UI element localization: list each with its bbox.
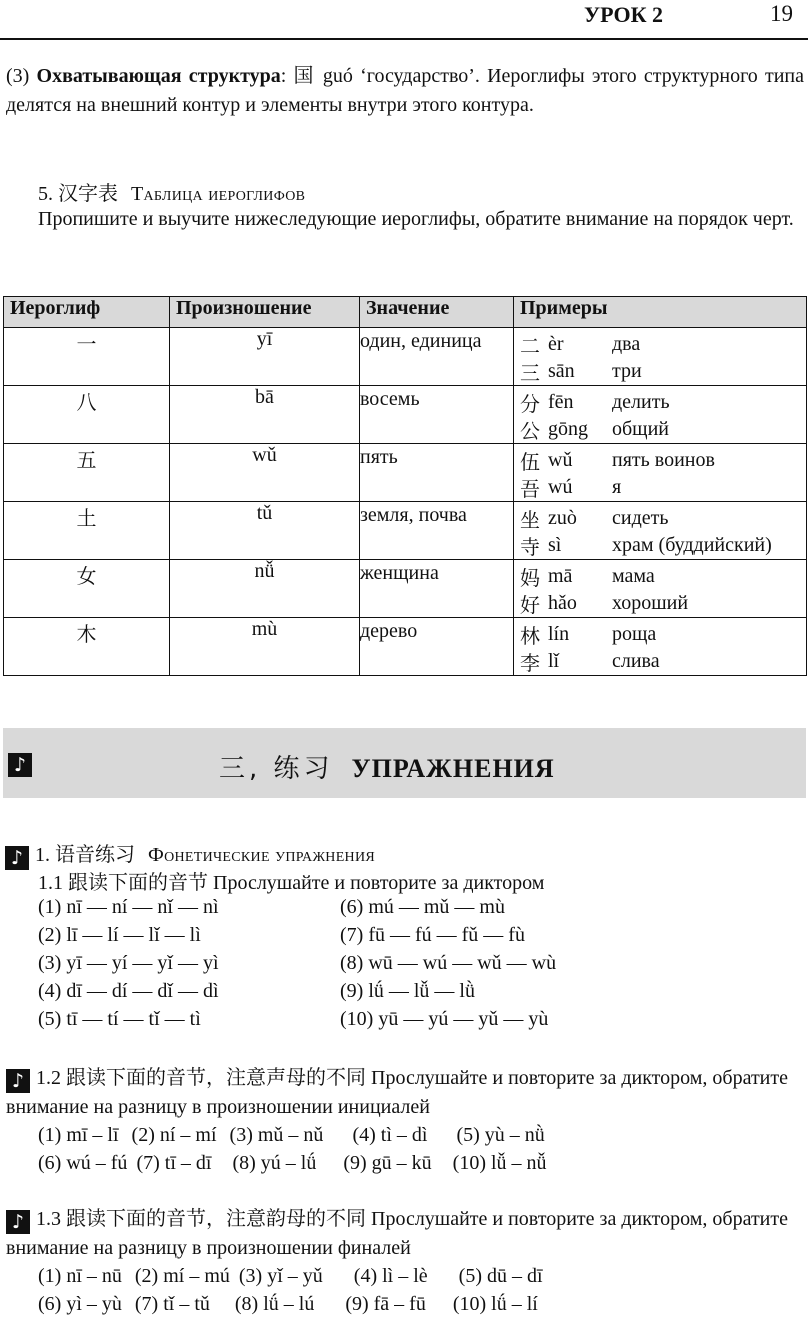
example-char: 三 <box>520 363 540 385</box>
drill-item: (1) mī – lī <box>38 1124 119 1146</box>
example-char: 好 <box>520 595 540 617</box>
table-row <box>4 444 807 502</box>
example-meaning: роща <box>612 623 657 645</box>
table-row <box>4 328 807 386</box>
cell-meaning: один, единица <box>360 328 514 386</box>
drill-item: (6) yì – yù <box>38 1293 122 1315</box>
col-header-examples: Примеры <box>514 297 807 328</box>
example-pinyin: zuò <box>548 507 577 529</box>
cell-pinyin: nǚ <box>170 560 360 618</box>
example-char: 坐 <box>520 510 540 532</box>
cell-meaning: дерево <box>360 618 514 676</box>
drill-item: (5) tī — tí — tǐ — tì <box>38 1008 201 1030</box>
exercise-1-title-cn: 1. 语音练习 <box>35 844 135 866</box>
drill-item: (7) tǐ – tǔ <box>134 1293 210 1315</box>
cell-char: 八 <box>4 386 170 444</box>
example-pinyin: hǎo <box>548 592 577 614</box>
drill-item: (10) lǘ – lí <box>452 1293 538 1315</box>
cell-char: 一 <box>4 328 170 386</box>
drill-item: (2) lī — lí — lǐ — lì <box>38 924 201 946</box>
example-pinyin: lín <box>548 623 570 645</box>
example-meaning: делить <box>612 391 670 413</box>
example-line <box>514 416 806 443</box>
audio-note-icon[interactable]: ♪ <box>5 846 29 870</box>
example-char: 公 <box>520 421 540 443</box>
cell-meaning: пять <box>360 444 514 502</box>
drill-item: (7) tī – dī <box>136 1152 212 1174</box>
drill-item: (1) nī – nū <box>38 1265 122 1287</box>
intro-paragraph <box>6 62 804 120</box>
intro-text: : 国 guó ‘государство’. Иероглифы этого структурного типа делятся на внешний контур и элементы внутри этого контура. <box>6 65 804 116</box>
audio-note-icon[interactable]: ♪ <box>6 1069 30 1093</box>
drill-item: (9) fā – fū <box>345 1293 426 1315</box>
section5-heading <box>38 177 305 206</box>
drill-item: (8) wū — wú — wǔ — wù <box>340 952 557 974</box>
cell-char: 土 <box>4 502 170 560</box>
drill-item: (7) fū — fú — fǔ — fù <box>340 924 525 946</box>
example-pinyin: sān <box>548 360 575 382</box>
exercises-title-cn: 三, 练习 <box>219 754 334 784</box>
section5-title-cn: 5. 汉字表 <box>38 183 118 205</box>
drill-item: (6) mú — mǔ — mù <box>340 896 505 918</box>
section5-instruction: Пропишите и выучите нижеследующие иероглифы, обратите внимание на порядок черт. <box>38 208 794 230</box>
cell-pinyin: yī <box>170 328 360 386</box>
drill-item: (3) yǐ – yǔ <box>238 1265 323 1287</box>
example-line <box>514 590 806 617</box>
example-pinyin: mā <box>548 565 573 587</box>
example-char: 李 <box>520 653 540 675</box>
example-line <box>514 621 806 648</box>
cell-examples <box>514 328 807 386</box>
example-line <box>514 447 806 474</box>
cell-examples <box>514 560 807 618</box>
cell-pinyin: tǔ <box>170 502 360 560</box>
example-pinyin: sì <box>548 534 562 556</box>
cell-examples <box>514 502 807 560</box>
drill-item: (4) lì – lè <box>353 1265 428 1287</box>
example-line <box>514 331 806 358</box>
drill-item: (8) yú – lǘ <box>232 1152 317 1174</box>
cell-examples <box>514 444 807 502</box>
exercise-1-2-title-cn: 1.2 跟读下面的音节，注意声母的不同 <box>36 1067 366 1089</box>
drill-item: (3) yī — yí — yǐ — yì <box>38 952 219 974</box>
example-char: 伍 <box>520 452 540 474</box>
example-meaning: два <box>612 333 641 355</box>
table-row <box>4 502 807 560</box>
example-char: 吾 <box>520 479 540 501</box>
example-line <box>514 505 806 532</box>
drill-item: (10) yū — yú — yǔ — yù <box>340 1008 549 1030</box>
example-line <box>514 474 806 501</box>
example-pinyin: lǐ <box>548 650 560 672</box>
intro-term: Охватывающая структура <box>36 65 281 87</box>
drill-item: (4) dī — dí — dǐ — dì <box>38 980 219 1002</box>
cell-meaning: земля, почва <box>360 502 514 560</box>
col-header-pinyin: Произношение <box>170 297 360 328</box>
drill-right-column <box>340 893 556 1033</box>
table-row <box>4 560 807 618</box>
hieroglyph-table <box>3 296 807 676</box>
example-pinyin: wǔ <box>548 449 573 471</box>
intro-label: (3) <box>6 65 30 87</box>
exercise-1-2-row-1 <box>38 1121 545 1149</box>
exercise-1-3-row-1 <box>38 1262 543 1290</box>
example-meaning: слива <box>612 650 660 672</box>
example-meaning: мама <box>612 565 655 587</box>
exercise-1-1-heading <box>38 866 544 895</box>
cell-char: 木 <box>4 618 170 676</box>
exercises-banner <box>3 728 806 798</box>
drill-item: (5) dū – dī <box>458 1265 543 1287</box>
drill-item: (5) yù – nǜ <box>456 1124 545 1146</box>
audio-note-icon[interactable]: ♪ <box>6 1210 30 1234</box>
example-char: 分 <box>520 394 540 416</box>
exercise-1-3-title-cn: 1.3 跟读下面的音节，注意韵母的不同 <box>36 1208 366 1230</box>
example-meaning: хороший <box>612 592 689 614</box>
drill-item: (8) lǘ – lú <box>234 1293 315 1315</box>
example-meaning: пять воинов <box>612 449 715 471</box>
example-meaning: сидеть <box>612 507 669 529</box>
table-row <box>4 386 807 444</box>
drill-item: (9) lǘ — lǚ — lǜ <box>340 980 475 1002</box>
example-char: 林 <box>520 626 540 648</box>
example-line <box>514 358 806 385</box>
drill-item: (10) lǚ – nǚ <box>452 1152 547 1174</box>
cell-char: 五 <box>4 444 170 502</box>
example-pinyin: èr <box>548 333 564 355</box>
drill-item: (4) tì – dì <box>352 1124 428 1146</box>
lesson-title: УРОК 2 <box>584 2 664 27</box>
drill-item: (1) nī — ní — nǐ — nì <box>38 896 219 918</box>
running-header <box>0 0 808 40</box>
page-number: 19 <box>770 1 793 26</box>
exercise-1-2-row-2 <box>38 1149 547 1177</box>
drill-item: (6) wú – fú <box>38 1152 128 1174</box>
cell-examples <box>514 386 807 444</box>
table-header-row <box>4 297 807 328</box>
example-pinyin: gōng <box>548 418 588 440</box>
table-row <box>4 618 807 676</box>
exercises-title <box>219 748 555 785</box>
example-char: 妈 <box>520 568 540 590</box>
cell-pinyin: mù <box>170 618 360 676</box>
cell-char: 女 <box>4 560 170 618</box>
exercise-1-2-heading <box>6 1064 804 1121</box>
example-pinyin: fēn <box>548 391 574 413</box>
example-pinyin: wú <box>548 476 573 498</box>
exercise-1-3-row-2 <box>38 1290 538 1318</box>
cell-pinyin: bā <box>170 386 360 444</box>
section5-title-ru: Таблица иероглифов <box>131 183 306 205</box>
exercise-1-title-ru: Фонетические упражнения <box>148 844 376 866</box>
exercise-1-1-title-ru: Прослушайте и повторите за диктором <box>213 872 545 894</box>
example-meaning: я <box>612 476 622 498</box>
example-char: 寺 <box>520 537 540 559</box>
cell-pinyin: wǔ <box>170 444 360 502</box>
audio-note-icon[interactable]: ♪ <box>8 753 32 777</box>
exercise-1-3-title-ru: Прослушайте и повторите за диктором, обратите внимание на разницу в произношении финалей <box>6 1208 789 1259</box>
example-meaning: храм (буддийский) <box>612 534 772 556</box>
drill-item: (9) gū – kū <box>343 1152 432 1174</box>
exercise-1-1-title-cn: 1.1 跟读下面的音节 <box>38 872 208 894</box>
col-header-meaning: Значение <box>360 297 514 328</box>
example-meaning: общий <box>612 418 669 440</box>
exercise-1-2-title-ru: Прослушайте и повторите за диктором, обратите внимание на разницу в произношении инициалей <box>6 1067 789 1118</box>
example-line <box>514 563 806 590</box>
cell-examples <box>514 618 807 676</box>
example-line <box>514 648 806 675</box>
example-line <box>514 532 806 559</box>
example-line <box>514 389 806 416</box>
example-char: 二 <box>520 336 540 358</box>
drill-item: (3) mǔ – nǔ <box>229 1124 324 1146</box>
exercise-1-3-heading <box>6 1205 804 1262</box>
drill-left-column <box>38 893 219 1033</box>
cell-meaning: восемь <box>360 386 514 444</box>
example-meaning: три <box>612 360 642 382</box>
cell-meaning: женщина <box>360 560 514 618</box>
col-header-char: Иероглиф <box>4 297 170 328</box>
exercises-title-ru: УПРАЖНЕНИЯ <box>351 754 555 783</box>
drill-item: (2) ní – mí <box>131 1124 217 1146</box>
drill-item: (2) mí – mú <box>134 1265 230 1287</box>
